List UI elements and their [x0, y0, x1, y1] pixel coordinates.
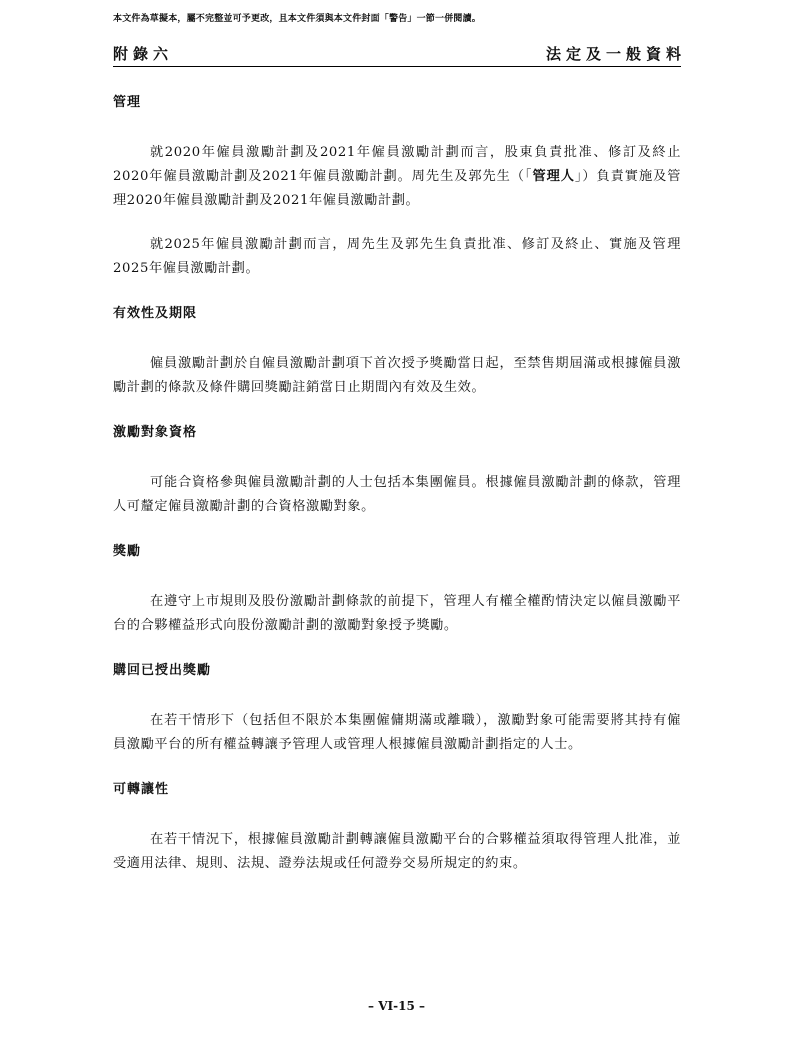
page-body	[113, 95, 681, 876]
heading-management: 管理	[113, 95, 142, 110]
heading-eligibility: 激勵對象資格	[113, 425, 198, 440]
heading-repurchase: 購回已授出獎勵	[113, 663, 212, 678]
appendix-title: 附錄六	[113, 45, 174, 63]
management-p1-text-a: 就2020年僱員激勵計劃及2021年僱員激勵計劃而言，股東負責批准、修訂及終止2020年僱員激勵計劃及2021年僱員激勵計劃。周先生及郭先生（「	[113, 145, 681, 184]
heading-awards: 獎勵	[113, 544, 142, 559]
repurchase-paragraph: 在若干情形下（包括但不限於本集團僱傭期滿或離職），激勵對象可能需要將其持有僱員激勵平台的所有權益轉讓予管理人或管理人根據僱員激勵計劃指定的人士。	[113, 713, 681, 752]
eligibility-paragraph: 可能合資格參與僱員激勵計劃的人士包括本集團僱員。根據僱員激勵計劃的條款，管理人可釐定僱員激勵計劃的合資格激勵對象。	[113, 475, 681, 514]
management-paragraph-1	[113, 141, 681, 213]
heading-transferability: 可轉讓性	[113, 782, 170, 797]
management-paragraph-2: 就2025年僱員激勵計劃而言，周先生及郭先生負責批准、修訂及終止、實施及管理2025年僱員激勵計劃。	[113, 237, 681, 276]
draft-notice: 本文件為草擬本，屬不完整並可予更改，且本文件須與本文件封面「警告」一節一併閱讀。	[113, 14, 482, 24]
defined-term-administrator: 管理人	[532, 169, 575, 184]
page-number: – VI-15 –	[368, 999, 425, 1013]
transferability-paragraph: 在若干情況下，根據僱員激勵計劃轉讓僱員激勵平台的合夥權益須取得管理人批准，並受適用法律、規則、法規、證券法規或任何證券交易所規定的約束。	[113, 832, 681, 871]
management-p1-text-b: 」）負責實施及管理2020年僱員激勵計劃及2021年僱員激勵計劃。	[113, 169, 682, 208]
page-header	[113, 40, 686, 67]
section-title: 法定及一般資料	[545, 45, 686, 63]
validity-paragraph: 僱員激勵計劃於自僱員激勵計劃項下首次授予獎勵當日起，至禁售期屆滿或根據僱員激勵計劃的條款及條件購回獎勵註銷當日止期間內有效及生效。	[113, 356, 681, 395]
heading-validity: 有效性及期限	[113, 306, 198, 321]
awards-paragraph: 在遵守上市規則及股份激勵計劃條款的前提下，管理人有權全權酌情決定以僱員激勵平台的合夥權益形式向股份激勵計劃的激勵對象授予獎勵。	[113, 594, 681, 633]
